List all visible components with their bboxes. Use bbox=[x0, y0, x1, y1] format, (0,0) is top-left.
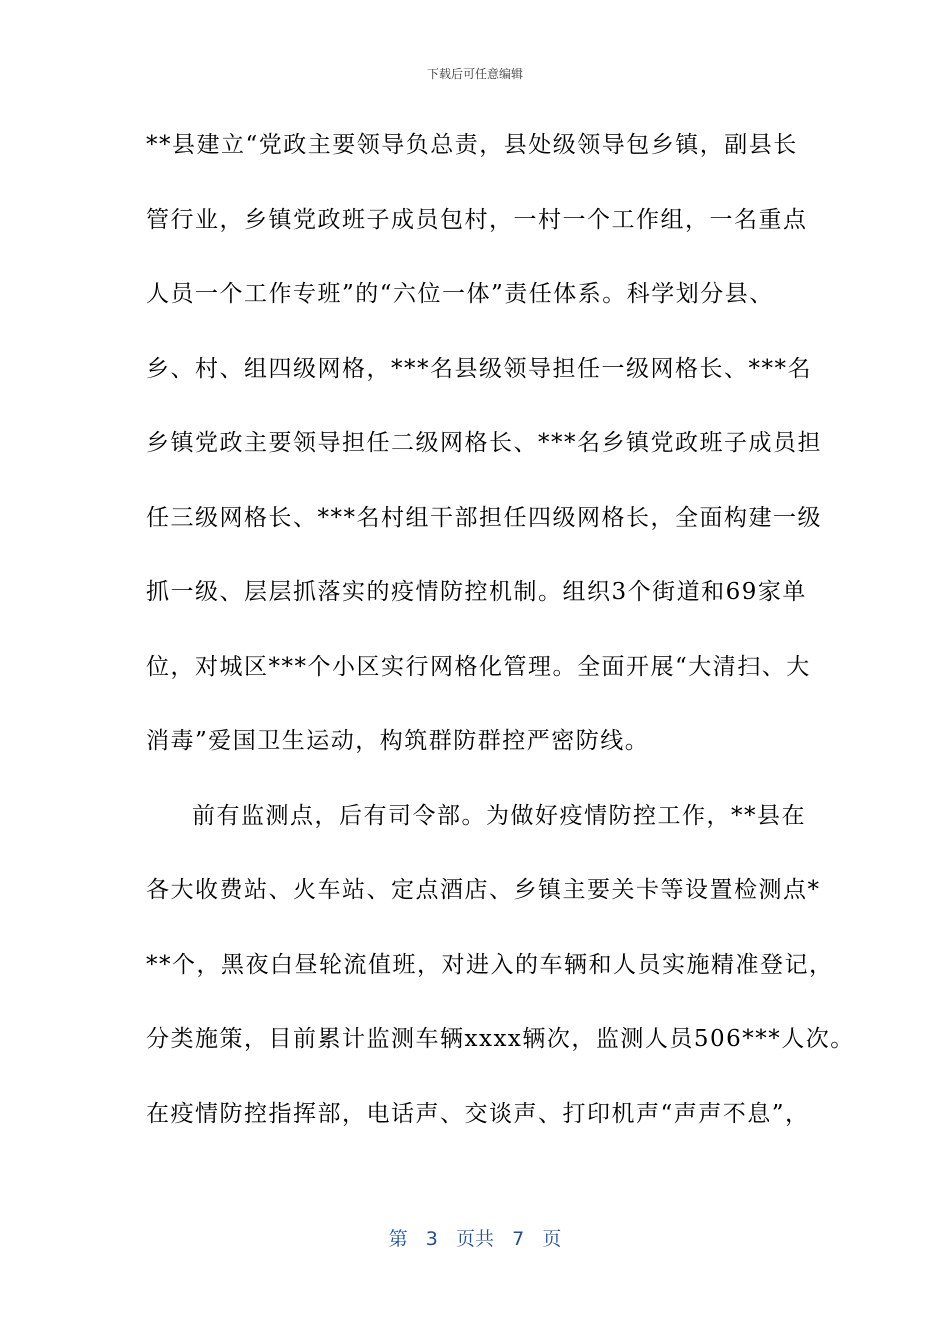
text-line: **县建立“党政主要领导负总责，县处级领导包乡镇，副县长 bbox=[146, 132, 798, 158]
text-line: 在疫情防控指挥部，电话声、交谈声、打印机声“声声不息”， bbox=[146, 1100, 810, 1127]
text-line: **个，黑夜白昼轮流值班，对进入的车辆和人员实施精准登记， bbox=[146, 951, 834, 978]
text-line: 乡镇党政主要领导担任二级网格长、***名乡镇党政班子成员担 bbox=[146, 430, 822, 456]
footer-total-pages: 7 bbox=[512, 1228, 525, 1250]
footer-suffix: 页 bbox=[542, 1228, 562, 1250]
footer-middle: 页共 bbox=[455, 1228, 494, 1250]
footer-page-number: 3 bbox=[425, 1228, 438, 1250]
text-line: 人员一个工作专班”的“六位一体”责任体系。科学划分县、 bbox=[146, 281, 774, 307]
document-body bbox=[146, 128, 855, 1171]
page-header: 下载后可任意编辑 bbox=[426, 67, 523, 81]
text-line: 抓一级、层层抓落实的疫情防控机制。组织3个街道和69家单 bbox=[146, 579, 807, 605]
page-footer bbox=[0, 1226, 950, 1252]
text-line: 消毒”爱国卫生运动，构筑群防群控严密防线。 bbox=[146, 728, 650, 754]
text-line: 乡、村、组四级网格，***名县级领导担任一级网格长、***名 bbox=[146, 355, 812, 382]
text-line-paragraph-start: 前有监测点，后有司令部。为做好疫情防控工作，**县在 bbox=[192, 802, 806, 829]
footer-prefix: 第 bbox=[388, 1228, 408, 1250]
text-line: 管行业，乡镇党政班子成员包村，一村一个工作组，一名重点 bbox=[146, 206, 808, 233]
text-line: 位，对城区***个小区实行网格化管理。全面开展“大清扫、大 bbox=[146, 653, 811, 680]
text-line: 分类施策，目前累计监测车辆xxxx辆次，监测人员506***人次。 bbox=[146, 1026, 855, 1052]
text-line: 各大收费站、火车站、定点酒店、乡镇主要关卡等设置检测点* bbox=[146, 877, 821, 903]
text-line: 任三级网格长、***名村组干部担任四级网格长，全面构建一级 bbox=[146, 504, 822, 531]
